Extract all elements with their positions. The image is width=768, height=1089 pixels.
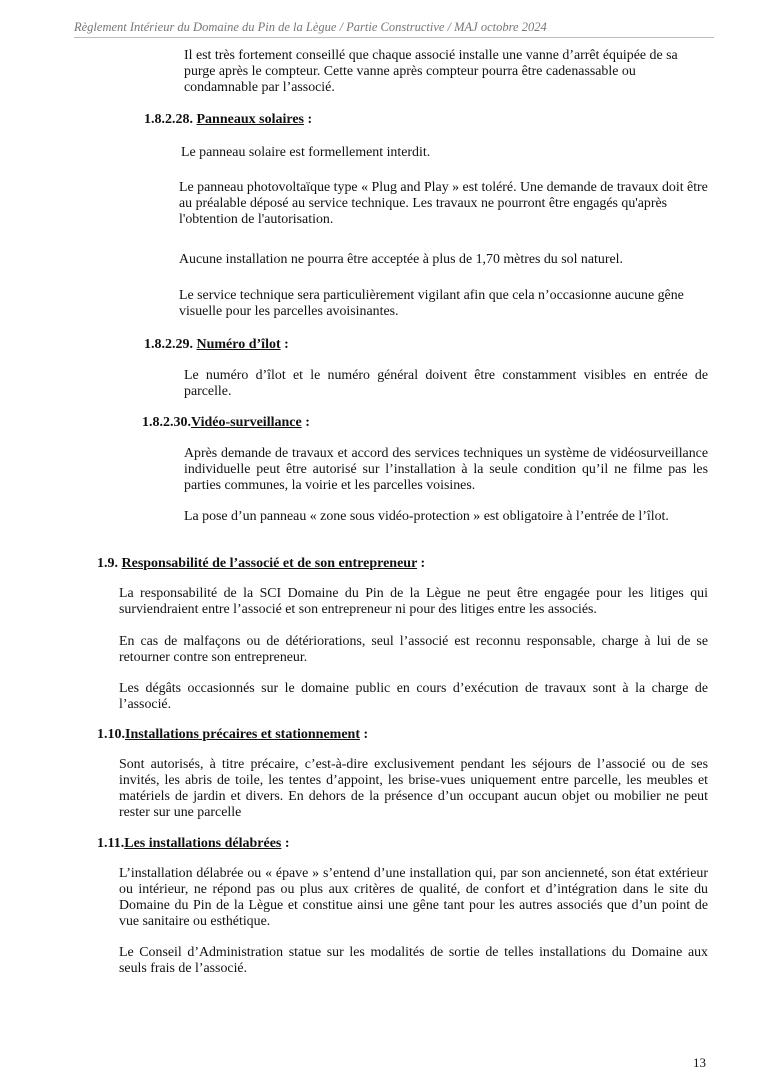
section-heading-1-8-2-30 xyxy=(142,415,310,431)
paragraph-solaire-2: Le panneau photovoltaïque type « Plug and Play » est toléré. Une demande de travaux doit être au préalable déposé au service technique. Les travaux ne pourront être engagés qu'après l'obtention de l'autorisation. xyxy=(179,180,708,227)
paragraph-solaire-4: Le service technique sera particulièrement vigilant afin que cela n’occasionne aucune gêne visuelle pour les parcelles avoisinantes. xyxy=(179,288,684,319)
section-number: 1.10. xyxy=(97,727,125,742)
section-heading-1-8-2-29 xyxy=(144,337,289,353)
section-heading-1-8-2-28 xyxy=(144,112,312,128)
paragraph-ilot: Le numéro d’îlot et le numéro général doivent être constamment visibles en entrée de parcelle. xyxy=(184,368,708,399)
section-suffix: : xyxy=(280,337,289,352)
section-suffix: : xyxy=(360,727,369,742)
section-suffix: : xyxy=(417,556,426,571)
section-title: Vidéo-surveillance xyxy=(191,415,302,430)
section-number: 1.9. xyxy=(97,556,118,571)
paragraph-responsabilite-2: En cas de malfaçons ou de détériorations, seul l’associé est reconnu responsable, charge à lui de se retourner contre son entrepreneur. xyxy=(119,634,708,665)
section-heading-1-11 xyxy=(97,836,290,852)
section-suffix: : xyxy=(281,836,290,851)
paragraph-vanne: Il est très fortement conseillé que chaque associé installe une vanne d’arrêt équipée de sa purge après le compteur. Cette vanne après compteur pourra être cadenassable ou condamnable par l’associé. xyxy=(184,48,678,95)
section-title: Installations précaires et stationnement xyxy=(125,727,360,742)
paragraph-delabre-1: L’installation délabrée ou « épave » s’entend d’une installation qui, par son ancienneté, son état extérieur ou intérieur, ne répond pas ou plus aux critères de qualité, de confort et d’intégration dans le site du Domaine du Pin de la Lègue et constitue ainsi une gêne tant pour les autres associés que d’un point de vue sanitaire ou esthétique. xyxy=(119,866,708,929)
section-title: Responsabilité de l’associé et de son entrepreneur xyxy=(121,556,418,571)
section-number: 1.11. xyxy=(97,836,125,851)
paragraph-solaire-3: Aucune installation ne pourra être acceptée à plus de 1,70 mètres du sol naturel. xyxy=(179,252,623,267)
section-title: Numéro d’îlot xyxy=(196,337,281,352)
section-title: Les installations délabrées xyxy=(124,836,282,851)
running-header: Règlement Intérieur du Domaine du Pin de la Lègue / Partie Constructive / MAJ octobre 2024 xyxy=(74,20,714,38)
section-heading-1-9 xyxy=(97,556,425,572)
paragraph-responsabilite-3: Les dégâts occasionnés sur le domaine public en cours d’exécution de travaux sont à la charge de l’associé. xyxy=(119,681,708,712)
paragraph-precaire: Sont autorisés, à titre précaire, c’est-à-dire exclusivement pendant les séjours de l’associé ou de ses invités, les abris de toile, les tentes d’appoint, les brise-vues uniquement entre parcelle, les meubles et matériels de jardin et divers. En dehors de la présence d’un occupant aucun objet ou mobilier ne peut rester sur une parcelle xyxy=(119,757,708,820)
section-number: 1.8.2.29. xyxy=(144,337,193,352)
page-number: 13 xyxy=(693,1055,706,1070)
paragraph-video-1: Après demande de travaux et accord des services techniques un système de vidéosurveillance individuelle peut être autorisé sur l’installation à la seule condition qu’il ne filme pas les parties communes, la voirie et les parcelles voisines. xyxy=(184,446,708,493)
paragraph-delabre-2: Le Conseil d’Administration statue sur les modalités de sortie de telles installations du Domaine aux seuls frais de l’associé. xyxy=(119,945,708,976)
section-suffix: : xyxy=(301,415,310,430)
paragraph-responsabilite-1: La responsabilité de la SCI Domaine du Pin de la Lègue ne peut être engagée pour les litiges qui surviendraient entre l’associé et son entrepreneur ni pour des litiges entre les associés. xyxy=(119,586,708,617)
section-number: 1.8.2.30. xyxy=(142,415,191,430)
section-number: 1.8.2.28. xyxy=(144,112,193,127)
paragraph-solaire-1: Le panneau solaire est formellement interdit. xyxy=(181,145,431,160)
paragraph-video-2: La pose d’un panneau « zone sous vidéo-protection » est obligatoire à l’entrée de l’îlot. xyxy=(184,509,669,524)
section-suffix: : xyxy=(303,112,313,127)
section-heading-1-10 xyxy=(97,727,368,743)
section-title: Panneaux solaires xyxy=(196,112,304,127)
